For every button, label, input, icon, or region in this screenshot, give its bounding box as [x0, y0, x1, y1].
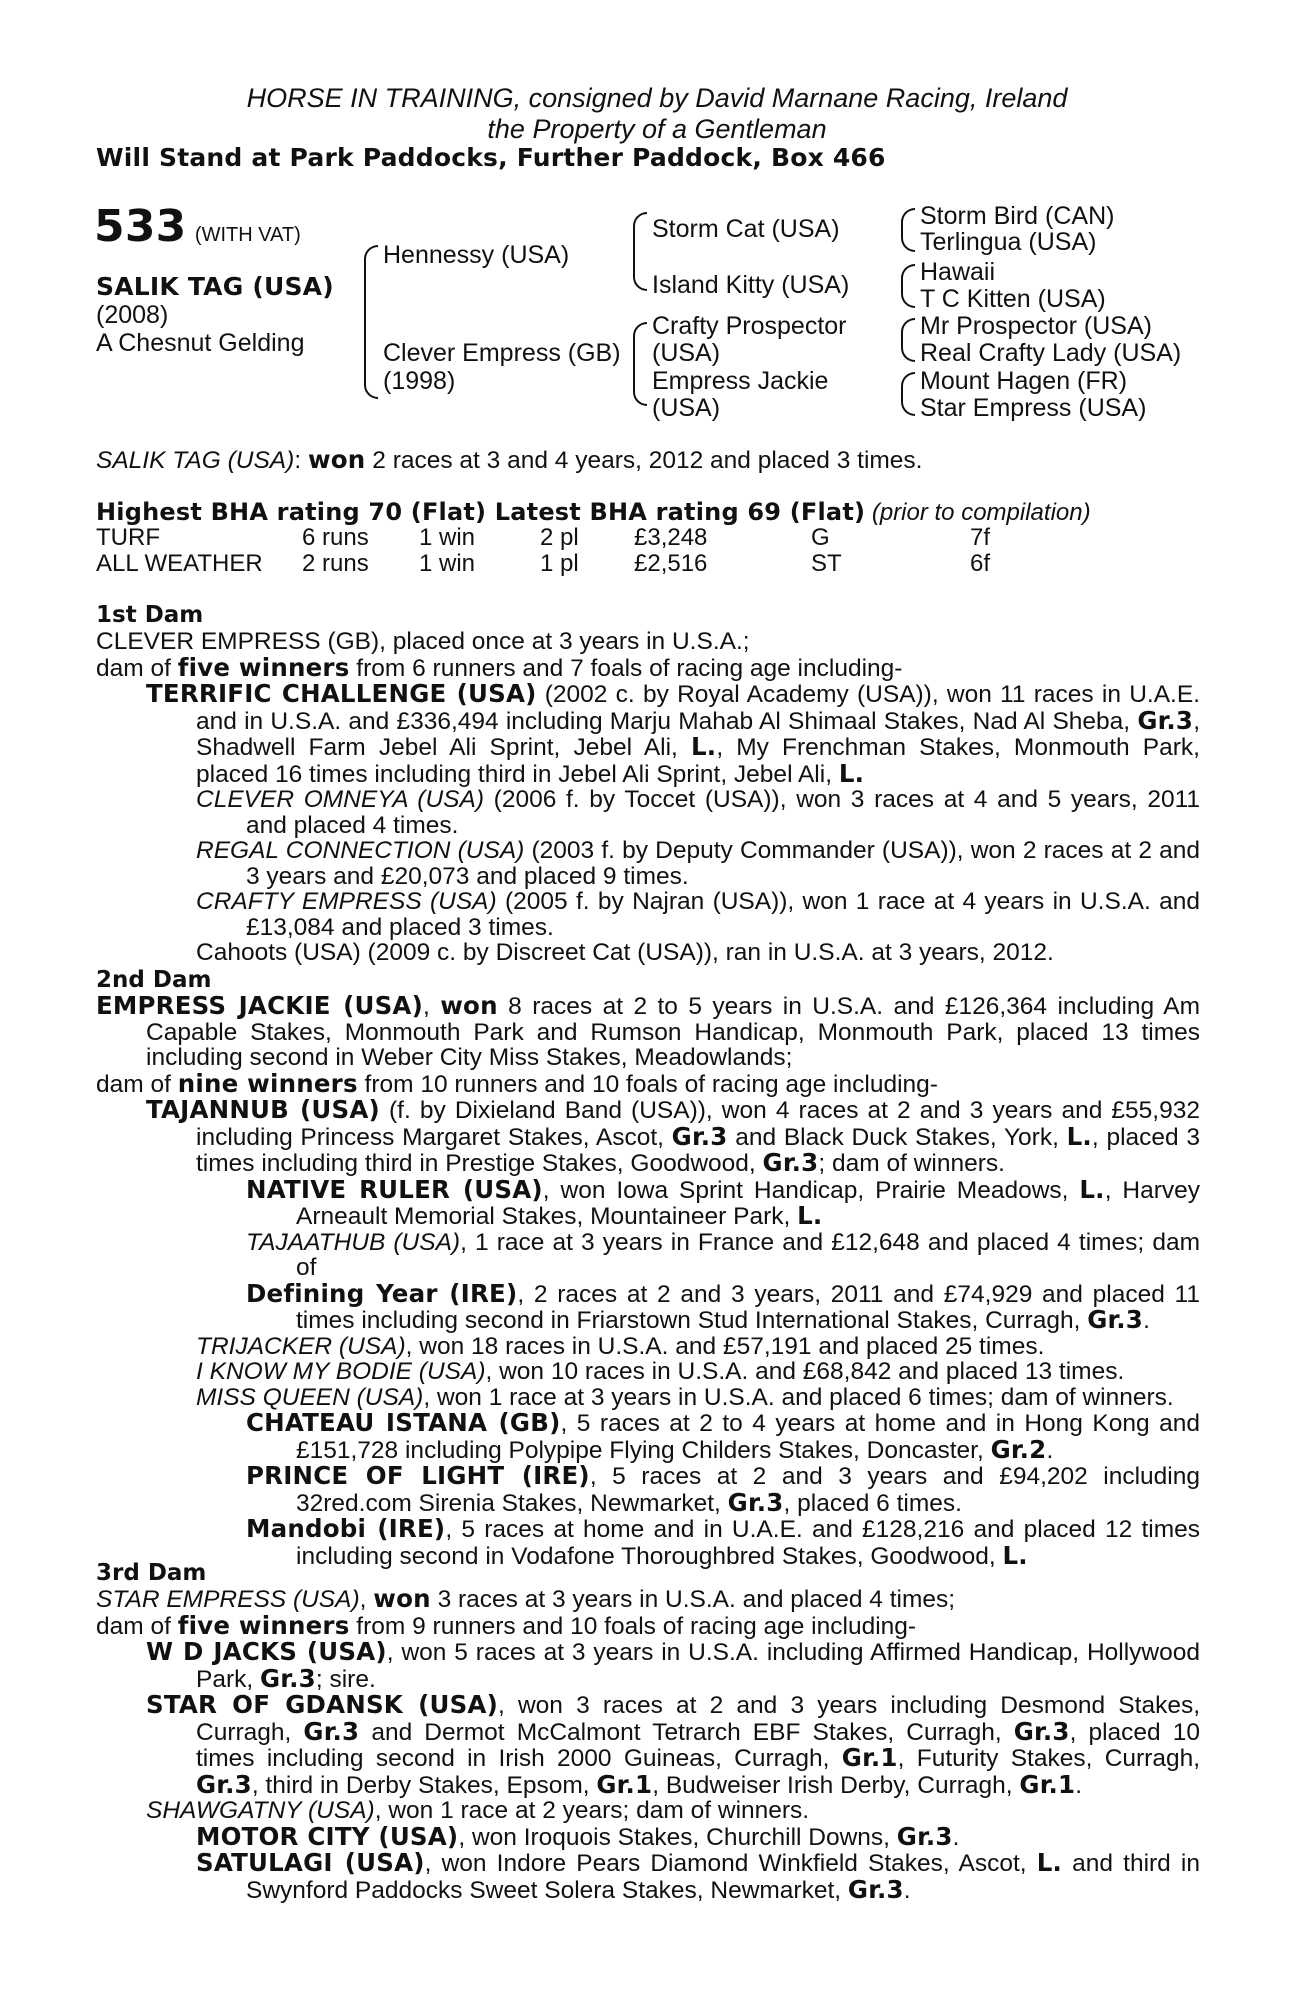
lot-name: SALIK TAG (USA) — [96, 272, 334, 301]
pedigree-great-1: Storm Bird (CAN) — [920, 202, 1115, 230]
pedigree-great-4: T C Kitten (USA) — [920, 285, 1106, 313]
first-dam-winners: five winners — [177, 652, 350, 682]
progeny-entry: SHAWGATNY (USA), won 1 race at 2 years; dam of winners. — [146, 1797, 810, 1824]
pedigree-great-3: Hawaii — [920, 258, 996, 286]
progeny-entry: MISS QUEEN (USA), won 1 race at 3 years in U.S.A. and placed 6 times; dam of winners. — [196, 1383, 1174, 1411]
pedigree-brace-2 — [901, 264, 915, 308]
progeny-entry: W D JACKS (USA), won 5 races at 3 years in U.S.A. including Affirmed Handicap, Hollywood Park, Gr.3; sire. — [146, 1637, 1200, 1693]
pedigree-great-7: Mount Hagen (FR) — [920, 367, 1128, 395]
pedigree-grand-3: Crafty Prospector — [652, 312, 847, 340]
pedigree-great-6: Real Crafty Lady (USA) — [920, 339, 1182, 367]
header-line-2: the Property of a Gentleman — [487, 114, 827, 144]
ratings-cell: 1 win — [419, 524, 476, 551]
pedigree-dam: Clever Empress (GB) — [383, 339, 621, 367]
summary-text: 2 races at 3 and 4 years, 2012 and placed 3 times. — [365, 447, 923, 474]
summary-line: SALIK TAG (USA): won 2 races at 3 and 4 years, 2012 and placed 3 times. — [96, 445, 923, 474]
ratings-cell: 2 pl — [540, 524, 579, 551]
first-dam-produce: dam of five winners from 6 runners and 7 foals of racing age including- — [96, 652, 903, 682]
progeny-entry: TAJANNUB (USA) (f. by Dixieland Band (USA)), won 4 races at 2 and 3 years and £55,932 including Princess Margaret Stakes, Ascot, Gr.3 and Black Duck Stakes, York, L., placed 3 times including third in Prestige Stakes, Goodwood, Gr.3; dam of winners. — [146, 1095, 1200, 1177]
pedigree-grand-5: Empress Jackie — [652, 367, 829, 395]
pedigree-brace-3 — [901, 318, 915, 362]
third-dam-record: STAR EMPRESS (USA), won 3 races at 3 years in U.S.A. and placed 4 times; — [96, 1584, 956, 1613]
pedigree-sire: Hennessy (USA) — [383, 241, 570, 269]
header-line-1: HORSE IN TRAINING, consigned by David Marnane Racing, Ireland — [246, 83, 1068, 113]
progeny-entry: NATIVE RULER (USA), won Iowa Sprint Handicap, Prairie Meadows, L., Harvey Arneault Memorial Stakes, Mountaineer Park, L. — [246, 1174, 1200, 1230]
header-stand: Will Stand at Park Paddocks, Further Paddock, Box 466 — [96, 143, 886, 172]
pedigree-brace-4 — [901, 372, 915, 416]
third-dam-section — [96, 1586, 1200, 1903]
progeny-entry: I KNOW MY BODIE (USA), won 10 races in U.S.A. and £68,842 and placed 13 times. — [196, 1358, 1125, 1385]
ratings-headline: Highest BHA rating 70 (Flat) Latest BHA rating 69 (Flat) — [96, 498, 866, 526]
progeny-entry: TAJAATHUB (USA), 1 race at 3 years in France and £12,648 and placed 4 times; dam of — [246, 1228, 1200, 1281]
third-dam-heading: 3rd Dam — [96, 1560, 207, 1586]
ratings-cell: 2 runs — [302, 550, 369, 577]
progeny-entry: Mandobi (IRE), 5 races at home and in U.A.E. and £128,216 and placed 12 times including second in Vodafone Thoroughbred Stakes, Goodwood, L. — [246, 1514, 1201, 1570]
pedigree-brace-main — [364, 245, 378, 399]
progeny-entry: CLEVER OMNEYA (USA) (2006 f. by Toccet (USA)), won 3 races at 4 and 5 years, 2011 and placed 4 times. — [196, 786, 1201, 839]
lot-number-block — [94, 202, 301, 252]
pedigree-great-8: Star Empress (USA) — [920, 394, 1147, 422]
pedigree-grand-6: (USA) — [652, 394, 721, 422]
progeny-entry: TRIJACKER (USA), won 18 races in U.S.A. and £57,191 and placed 25 times. — [196, 1332, 1045, 1360]
second-dam-section — [96, 993, 1200, 1569]
pedigree-brace-sire — [633, 212, 647, 291]
pedigree-grand-4: (USA) — [652, 339, 721, 367]
second-dam-produce: dam of nine winners from 10 runners and 10 foals of racing age including- — [96, 1068, 938, 1098]
ratings-cell: 1 pl — [540, 550, 579, 577]
lot-year: (2008) — [96, 301, 169, 329]
ratings-headline-row — [96, 498, 1091, 527]
progeny-entry: Defining Year (IRE), 2 races at 2 and 3 years, 2011 and £74,929 and placed 11 times including second in Friarstown Stud International Stakes, Curragh, Gr.3. — [246, 1278, 1200, 1334]
summary-won: won — [307, 445, 366, 474]
progeny-entry: TERRIFIC CHALLENGE (USA) (2002 c. by Royal Academy (USA)), won 11 races in U.A.E. and in U.S.A. and £336,494 including Marju Mahab Al Shimaal Stakes, Nad Al Sheba, Gr.3, Shadwell Farm Jebel Ali Sprint, Jebel Ali, L., My Frenchman Stakes, Monmouth Park, placed 16 times including third in Jebel Ali Sprint, Jebel Ali, L. — [146, 679, 1200, 788]
pedigree-grand-1: Storm Cat (USA) — [652, 215, 840, 243]
ratings-cell: 6f — [970, 550, 991, 577]
progeny-entry: REGAL CONNECTION (USA) (2003 f. by Deputy Commander (USA)), won 2 races at 2 and 3 years and £20,073 and placed 9 times. — [196, 837, 1200, 890]
ratings-cell: 7f — [970, 524, 991, 551]
progeny-entry: PRINCE OF LIGHT (IRE), 5 races at 2 and 3 years and £94,202 including 32red.com Sirenia Stakes, Newmarket, Gr.3, placed 6 times. — [246, 1461, 1200, 1517]
third-dam-produce: dam of five winners from 9 runners and 10 foals of racing age including- — [96, 1610, 917, 1640]
ratings-cell: £2,516 — [634, 550, 708, 577]
progeny-entry: CHATEAU ISTANA (GB), 5 races at 2 to 4 years at home and in Hong Kong and £151,728 including Polypipe Flying Childers Stakes, Doncaster, Gr.2. — [246, 1408, 1200, 1464]
pedigree-great-2: Terlingua (USA) — [920, 228, 1097, 256]
ratings-cell: 1 win — [419, 550, 476, 577]
ratings-cell: ALL WEATHER — [96, 550, 263, 577]
second-dam-record: EMPRESS JACKIE (USA), won 8 races at 2 to 5 years in U.S.A. and £126,364 including Am Capable Stakes, Monmouth Park and Rumson Handicap, Monmouth Park, placed 13 times including second in Weber City Miss Stakes, Meadowlands; — [96, 991, 1200, 1071]
pedigree-great-5: Mr Prospector (USA) — [920, 312, 1152, 340]
ratings-cell: ST — [811, 550, 842, 577]
first-dam-record: CLEVER EMPRESS (GB), placed once at 3 years in U.S.A.; — [96, 628, 750, 655]
ratings-cell: G — [811, 524, 830, 551]
first-dam-section — [96, 629, 1200, 966]
summary-name: SALIK TAG (USA) — [96, 447, 295, 474]
pedigree-brace-1 — [901, 208, 915, 252]
ratings-cell: £3,248 — [634, 524, 708, 551]
pedigree-grand-2: Island Kitty (USA) — [652, 271, 850, 299]
lot-number: 533 — [94, 201, 187, 252]
ratings-cell: 6 runs — [302, 524, 369, 551]
lot-vat: (WITH VAT) — [194, 224, 301, 246]
second-dam-heading: 2nd Dam — [96, 967, 212, 993]
ratings-note: (prior to compilation) — [871, 499, 1091, 526]
progeny-entry: SATULAGI (USA), won Indore Pears Diamond Winkfield Stakes, Ascot, L. and third in Swynford Paddocks Sweet Solera Stakes, Newmarket, Gr.3. — [196, 1848, 1200, 1904]
pedigree-dam-year: (1998) — [383, 367, 456, 395]
ratings-cell: TURF — [96, 524, 160, 551]
first-dam-heading: 1st Dam — [96, 602, 204, 628]
progeny-entry: Cahoots (USA) (2009 c. by Discreet Cat (USA)), ran in U.S.A. at 3 years, 2012. — [196, 939, 1054, 966]
progeny-entry: CRAFTY EMPRESS (USA) (2005 f. by Najran (USA)), won 1 race at 4 years in U.S.A. and £13,084 and placed 3 times. — [196, 888, 1200, 941]
progeny-entry: STAR OF GDANSK (USA), won 3 races at 2 and 3 years including Desmond Stakes, Curragh, Gr.3 and Dermot McCalmont Tetrarch EBF Stakes, Curragh, Gr.3, placed 10 times including second in Irish 2000 Guineas, Curragh, Gr.1, Futurity Stakes, Curragh, Gr.3, third in Derby Stakes, Epsom, Gr.1, Budweiser Irish Derby, Curragh, Gr.1. — [146, 1690, 1201, 1799]
progeny-entry: MOTOR CITY (USA), won Iroquois Stakes, Churchill Downs, Gr.3. — [196, 1821, 960, 1851]
lot-description: A Chesnut Gelding — [96, 329, 305, 357]
pedigree-brace-dam — [633, 322, 647, 406]
